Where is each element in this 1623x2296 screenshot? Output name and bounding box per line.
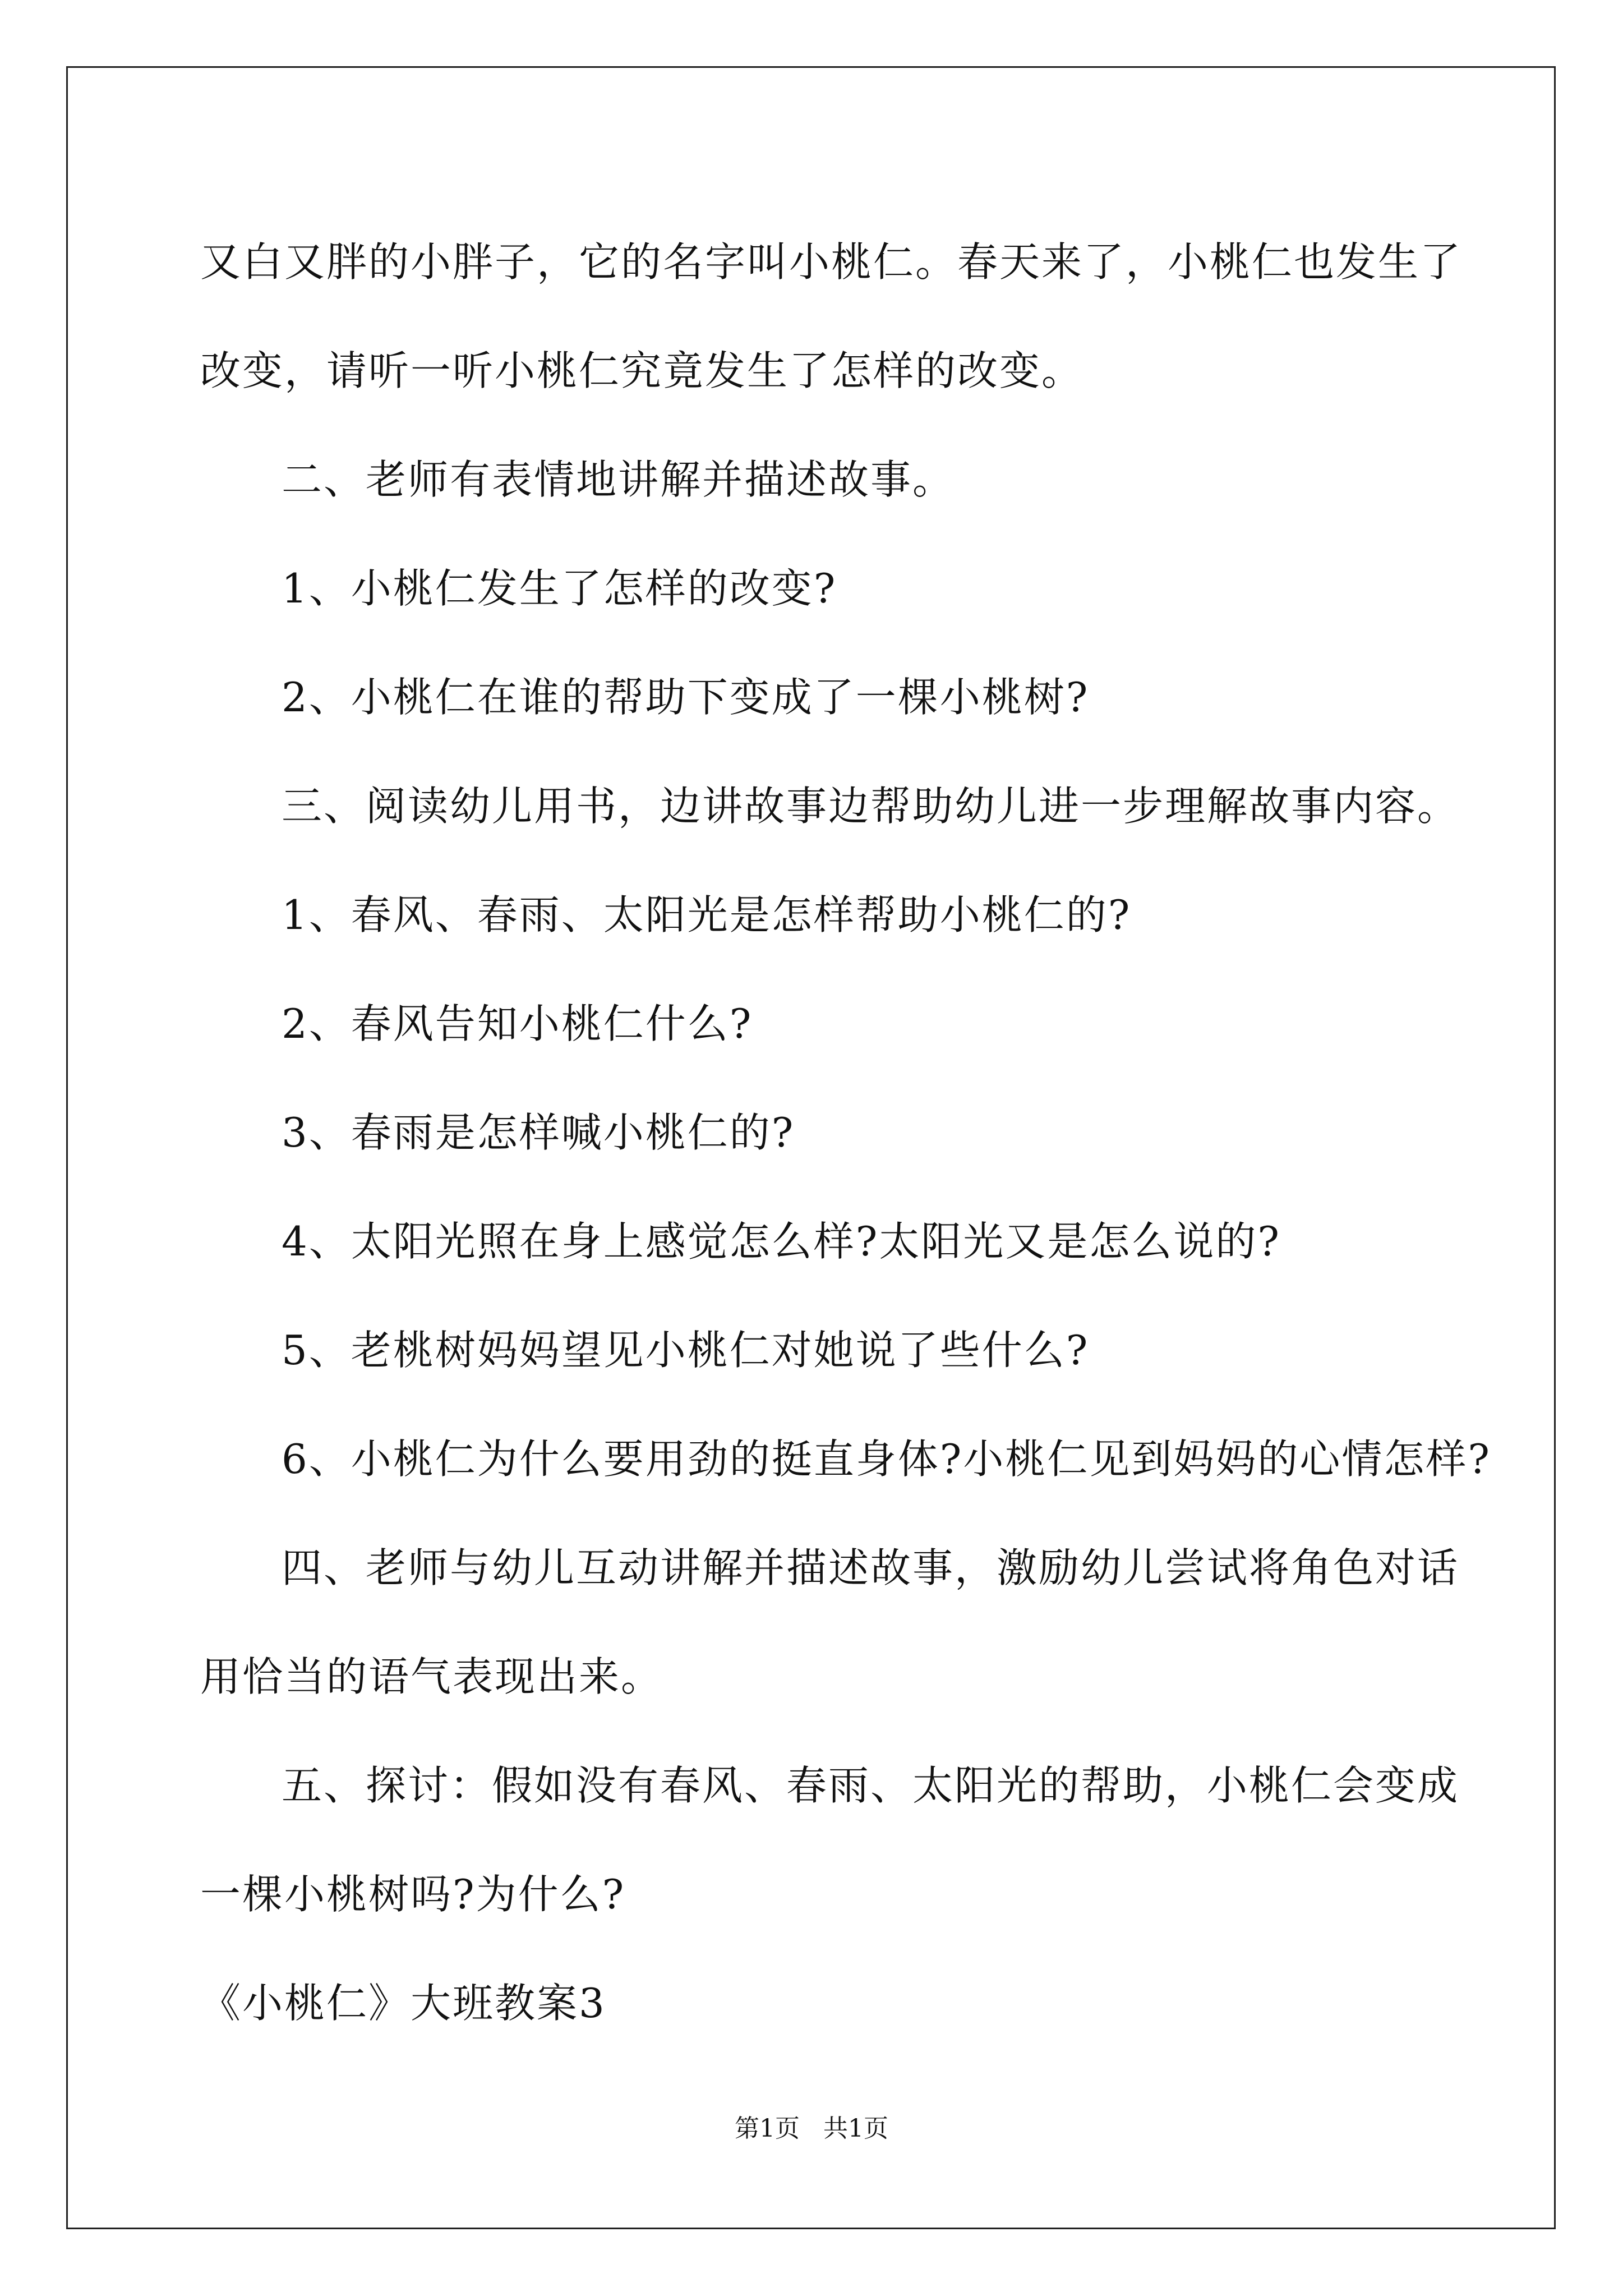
paragraph: 改变，请听一听小桃仁究竟发生了怎样的改变。	[200, 347, 1084, 394]
section-heading: 四、老师与幼儿互动讲解并描述故事，激励幼儿尝试将角色对话	[282, 1544, 1460, 1591]
paragraph: 用恰当的语气表现出来。	[200, 1653, 663, 1700]
question-item: 4、太阳光照在身上感觉怎么样?太阳光又是怎么说的?	[282, 1218, 1281, 1265]
question-item: 2、小桃仁在谁的帮助下变成了一棵小桃树?	[282, 674, 1090, 721]
paragraph: 又白又胖的小胖子，它的名字叫小桃仁。春天来了，小桃仁也发生了	[200, 238, 1463, 286]
question-item: 1、小桃仁发生了怎样的改变?	[282, 565, 837, 612]
section-heading: 三、阅读幼儿用书，边讲故事边帮助幼儿进一步理解故事内容。	[282, 783, 1460, 830]
question-item: 2、春风告知小桃仁什么?	[282, 1000, 753, 1047]
section-heading: 五、探讨：假如没有春风、春雨、太阳光的帮助，小桃仁会变成	[282, 1762, 1460, 1809]
document-body	[200, 208, 1492, 2058]
question-item: 3、春雨是怎样喊小桃仁的?	[282, 1109, 795, 1156]
document-title: 《小桃仁》大班教案3	[200, 1980, 606, 2027]
question-item: 5、老桃树妈妈望见小桃仁对她说了些什么?	[282, 1327, 1090, 1374]
page-number-footer: 第1页 共1页	[735, 2114, 888, 2143]
question-item: 1、春风、春雨、太阳光是怎样帮助小桃仁的?	[282, 891, 1132, 938]
paragraph: 一棵小桃树吗?为什么?	[200, 1871, 626, 1918]
question-item: 6、小桃仁为什么要用劲的挺直身体?小桃仁见到妈妈的心情怎样?	[282, 1435, 1492, 1483]
section-heading: 二、老师有表情地讲解并描述故事。	[282, 456, 955, 503]
